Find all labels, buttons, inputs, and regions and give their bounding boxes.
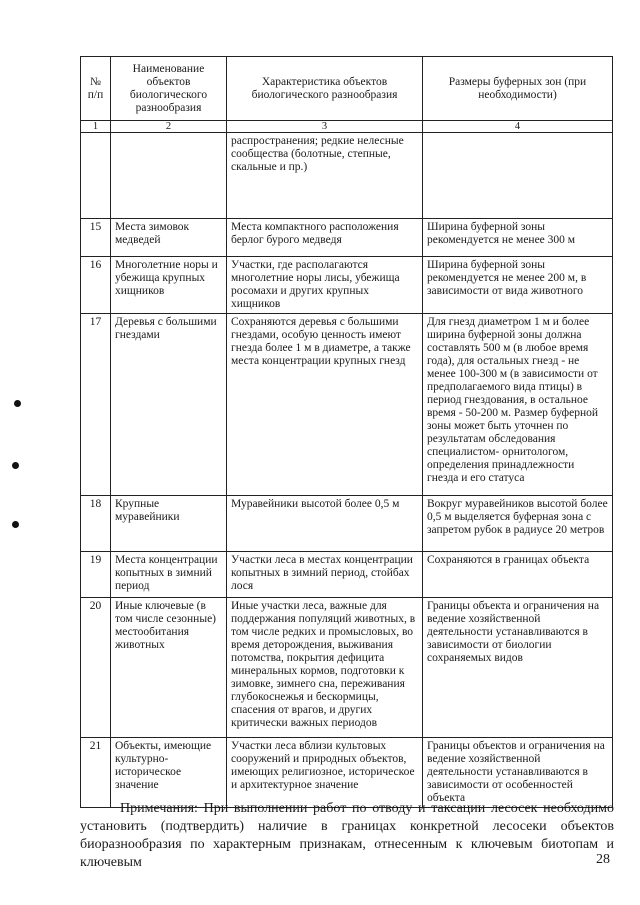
row-characteristic: Сохраняются деревья с большими гнездами, особую ценность имеют гнезда более 1 м в диаметре, а также места концентрации крупных гнезд <box>227 314 423 496</box>
row-buffer: Границы объектов и ограничения на ведение хозяйственной деятельности устанавливаются в зависимости от особенностей объекта <box>423 738 613 808</box>
row-buffer <box>423 133 613 219</box>
column-number: 4 <box>423 121 613 133</box>
row-name: Крупные муравейники <box>111 496 227 552</box>
row-number: 16 <box>81 257 111 314</box>
row-characteristic: Иные участки леса, важные для поддержания популяций животных, в том числе редких и промысловых, во время деторождения, выживания потомства, покрытия дефицита минеральных кормов, подготовки к зимовке, зимнего сна, переживания глубокоснежья и бескормицы, спасения от врагов, и других критически важных периодов <box>227 598 423 738</box>
table-row <box>81 738 613 808</box>
row-buffer: Сохраняются в границах объекта <box>423 552 613 598</box>
biodiversity-table <box>80 56 613 808</box>
row-number: 21 <box>81 738 111 808</box>
column-number: 3 <box>227 121 423 133</box>
header-number: № п/п <box>81 57 111 121</box>
row-number: 15 <box>81 219 111 257</box>
row-buffer: Для гнезд диаметром 1 м и более ширина буферной зоны должна составлять 500 м (в любое время года), для остальных гнезд - не менее 100-300 м (в зависимости от предполагаемого вида птицы) в период гнездования, в остальное время - 50-200 м. Размер буферной зоны может быть уточнен по результатам обследования специалистом- орнитологом, определения принадлежности гнезда и его статуса <box>423 314 613 496</box>
row-characteristic: Участки, где располагаются многолетние норы лисы, убежища росомахи и других крупных хищников <box>227 257 423 314</box>
column-number-row <box>81 121 613 133</box>
row-characteristic: распространения; редкие нелесные сообщества (болотные, степные, скальные и пр.) <box>227 133 423 219</box>
table-row <box>81 314 613 496</box>
row-name: Иные ключевые (в том числе сезонные) местообитания животных <box>111 598 227 738</box>
margin-bullet <box>14 400 21 407</box>
row-number: 20 <box>81 598 111 738</box>
row-characteristic: Участки леса вблизи культовых сооружений и природных объектов, имеющих религиозное, историческое и архитектурное значение <box>227 738 423 808</box>
row-buffer: Ширина буферной зоны рекомендуется не менее 200 м, в зависимости от вида животного <box>423 257 613 314</box>
header-characteristic: Характеристика объектов биологического разнообразия <box>227 57 423 121</box>
notes-text: Примечания: При выполнении работ по отводу и таксации лесосек необходимо установить (подтвердить) наличие в границах конкретной лесосеки объектов биоразнообразия по характерным признакам, отнесенным к ключевым биотопам и ключевым <box>80 801 614 870</box>
row-number: 18 <box>81 496 111 552</box>
margin-bullet <box>12 462 19 469</box>
row-characteristic: Места компактного расположения берлог бурого медведя <box>227 219 423 257</box>
column-number: 2 <box>111 121 227 133</box>
row-number: 19 <box>81 552 111 598</box>
row-name <box>111 133 227 219</box>
row-buffer: Ширина буферной зоны рекомендуется не менее 300 м <box>423 219 613 257</box>
row-name: Деревья с большими гнездами <box>111 314 227 496</box>
table-row <box>81 257 613 314</box>
row-number: 17 <box>81 314 111 496</box>
header-buffer-zone: Размеры буферных зон (при необходимости) <box>423 57 613 121</box>
margin-bullet <box>12 521 19 528</box>
row-number <box>81 133 111 219</box>
table-row <box>81 219 613 257</box>
row-name: Места концентрации копытных в зимний период <box>111 552 227 598</box>
row-name: Места зимовок медведей <box>111 219 227 257</box>
notes-paragraph <box>80 800 614 872</box>
row-characteristic: Участки леса в местах концентрации копытных в зимний период, стойбах лося <box>227 552 423 598</box>
table-row <box>81 133 613 219</box>
row-characteristic: Муравейники высотой более 0,5 м <box>227 496 423 552</box>
row-name: Объекты, имеющие культурно-историческое значение <box>111 738 227 808</box>
page-number: 28 <box>596 852 610 867</box>
table-row <box>81 496 613 552</box>
row-buffer: Границы объекта и ограничения на ведение хозяйственной деятельности устанавливаются в зависимости от биологии сохраняемых видов <box>423 598 613 738</box>
table-row <box>81 598 613 738</box>
table-row <box>81 552 613 598</box>
row-buffer: Вокруг муравейников высотой более 0,5 м выделяется буферная зона с запретом рубок в радиусе 20 метров <box>423 496 613 552</box>
row-name: Многолетние норы и убежища крупных хищников <box>111 257 227 314</box>
header-name: Наименование объектов биологического разнообразия <box>111 57 227 121</box>
column-number: 1 <box>81 121 111 133</box>
